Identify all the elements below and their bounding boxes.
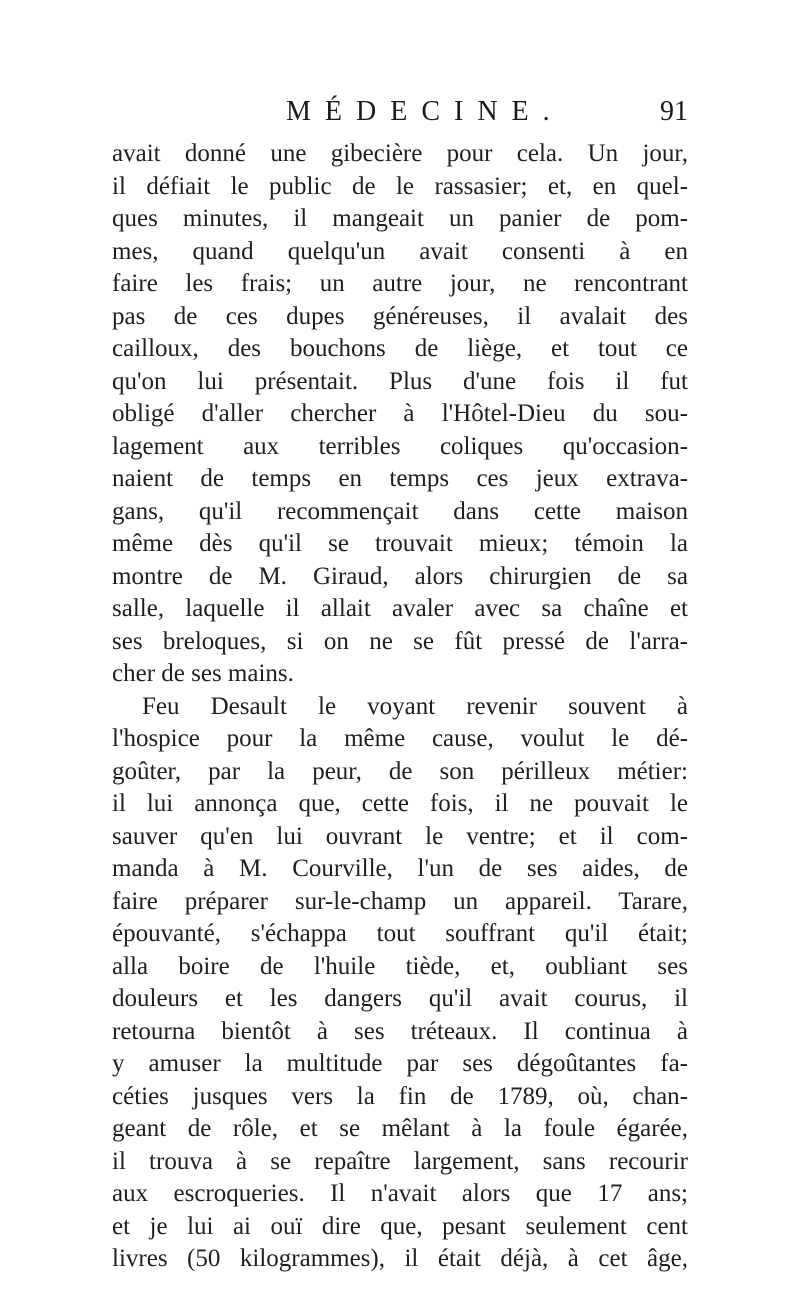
text-line: faire préparer sur-le-champ un appareil. Tarare, [112, 887, 688, 915]
text-line: il trouva à se repaître largement, sans recourir [112, 1147, 688, 1175]
text-line: même dès qu'il se trouvait mieux; témoin la [112, 530, 688, 557]
text-line: gans, qu'il recommençait dans cette maison [112, 497, 688, 525]
body-text [112, 138, 688, 1276]
text-line: pas de ces dupes généreuses, il avalait des [112, 302, 688, 330]
text-line: lagement aux terribles coliques qu'occasion- [112, 432, 688, 460]
running-title: MÉDECINE. [286, 96, 564, 127]
text-line: qu'on lui présentait. Plus d'une fois il fut [112, 367, 688, 395]
text-line: il défiait le public de le rassasier; et, en quel- [112, 172, 688, 200]
text-line: ques minutes, il mangeait un panier de pom- [112, 205, 688, 232]
paragraph [112, 691, 688, 1276]
text-line: cailloux, des bouchons de liège, et tout ce [112, 335, 688, 362]
text-line: Feu Desault le voyant revenir souvent à [142, 692, 688, 720]
text-line: ses breloques, si on ne se fût pressé de l'arra- [112, 627, 688, 655]
text-line: naient de temps en temps ces jeux extrava- [112, 465, 688, 492]
text-line: sauver qu'en lui ouvrant le ventre; et il com- [112, 822, 688, 850]
text-line: y amuser la multitude par ses dégoûtantes fa- [112, 1050, 688, 1077]
text-line: faire les frais; un autre jour, ne rencontrant [112, 270, 688, 297]
text-line: goûter, par la peur, de son périlleux métier: [112, 757, 688, 785]
text-line: obligé d'aller chercher à l'Hôtel-Dieu du sou- [112, 400, 688, 427]
text-line: montre de M. Giraud, alors chirurgien de sa [112, 562, 688, 590]
page-number: 91 [660, 96, 688, 127]
text-line: mes, quand quelqu'un avait consenti à en [112, 237, 688, 265]
paragraph [112, 138, 688, 691]
text-line: l'hospice pour la même cause, voulut le dé- [112, 725, 688, 752]
text-line: alla boire de l'huile tiède, et, oubliant ses [112, 952, 688, 980]
running-head [108, 96, 688, 130]
text-line: manda à M. Courville, l'un de ses aides, de [112, 855, 688, 882]
text-line: retourna bientôt à ses tréteaux. Il continua à [112, 1017, 688, 1045]
text-line: céties jusques vers la fin de 1789, où, chan- [112, 1082, 688, 1110]
text-line: et je lui ai ouï dire que, pesant seulement cent [112, 1212, 688, 1240]
text-line: salle, laquelle il allait avaler avec sa chaîne et [112, 595, 688, 622]
text-line: épouvanté, s'échappa tout souffrant qu'il était; [112, 920, 688, 947]
text-line: livres (50 kilogrammes), il était déjà, à cet âge, [112, 1245, 688, 1272]
text-line: cher de ses mains. [112, 660, 294, 687]
text-line: avait donné une gibecière pour cela. Un jour, [112, 140, 688, 167]
text-line: il lui annonça que, cette fois, il ne pouvait le [112, 790, 688, 817]
text-line: geant de rôle, et se mêlant à la foule égarée, [112, 1115, 688, 1142]
text-line: douleurs et les dangers qu'il avait courus, il [112, 985, 688, 1012]
text-line: aux escroqueries. Il n'avait alors que 17 ans; [112, 1180, 688, 1207]
